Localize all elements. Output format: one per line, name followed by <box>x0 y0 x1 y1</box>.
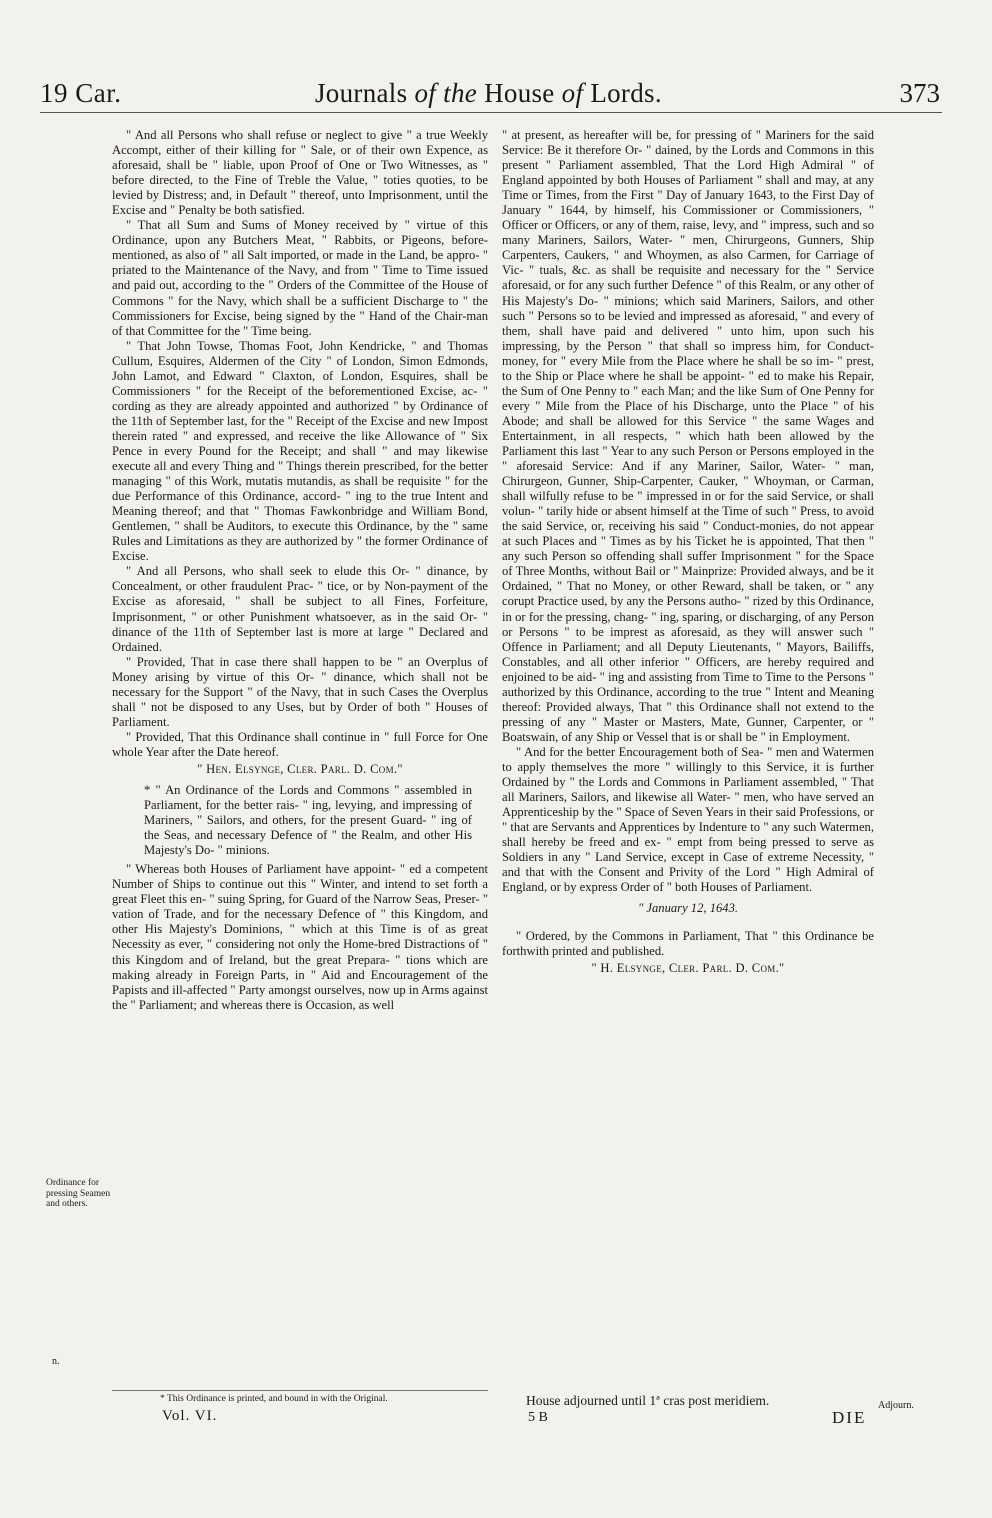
signature-mark: 5 B <box>528 1410 548 1425</box>
footnote: * This Ordinance is printed, and bound in with the Original. <box>160 1394 388 1404</box>
header-rule <box>40 112 942 113</box>
title-word: Journals <box>315 78 408 108</box>
title-word: House <box>484 78 555 108</box>
margin-note: Ordinance for pressing Seamen and others. <box>46 1178 111 1209</box>
title-word: the <box>443 78 478 108</box>
date-line: " January 12, 1643. <box>637 901 739 916</box>
paragraph: " Whereas both Houses of Parliament have appoint- " ed a competent Number of Ships to continue out this " Winter, and intend to set forth a great Fleet this en- " suing Spring, for Guard of the Narrow Seas, Preser- " vation of Trade, and for the necessary Defence of " this Kingdom, and other His Majesty's Dominions, " which at this Time is of as great Necessity as ever, " considering not only the Home-bred Distractions of " this Kingdom and of Ireland, but the great Prepara- " tions which are making already in Foreign Parts, in " Aid and Encouragement of the Papists and ill-affected " Party amongst ourselves, now up in Arms against the " Parliament; and whereas there is Occasion, as well <box>112 862 488 1012</box>
paragraph: " That all Sum and Sums of Money received by " virtue of this Ordinance, upon any Butchers Meat, " Rabbits, or Pigeons, before-mentioned, as also of " all Salt imported, or made in the Land, be appro- " priated to the Maintenance of the Navy, and from " Time to Time issued and paid out, according to the " Orders of the Committee of the House of Commons " for the Navy, which shall be a sufficient Discharge to " the Commissioners for Excise, being signed by the " Hand of the Chair-man of that Committee for the " Time being. <box>112 218 488 338</box>
clerk-signature: " H. Elsynge, Cler. Parl. D. Com." <box>591 961 785 976</box>
title-word: Lords. <box>590 78 662 108</box>
margin-mark: n. <box>52 1356 60 1367</box>
page-number: 373 <box>899 78 940 108</box>
right-column <box>502 128 874 979</box>
footnote-rule <box>112 1390 488 1391</box>
ordered-paragraph: " Ordered, by the Commons in Parliament, That " this Ordinance be forthwith printed and published. <box>502 929 874 959</box>
adjournment-line: House adjourned until 1ª cras post meridiem. <box>526 1393 770 1408</box>
title-word: of <box>414 78 437 108</box>
paragraph: " And for the better Encouragement both of Sea- " men and Watermen to apply themselves the more " willingly to this Service, it is further Ordained by " the Lords and Commons in Parliament assembled, " That all Mariners, Sailors, and likewise all Water- " men, who have served an Apprenticeship by the " Space of Seven Years in their said Professions, or " that are Servants and Apprentices by Indenture to " any such Watermen, shall hereby be freed and ex- " empt from being pressed to serve as Soldiers in any " Land Service, except in Case of extreme Necessity, " and that with the Consent and Privity of the Lord " High Admiral of England, or by express Order of " both Houses of Parliament. <box>502 744 874 895</box>
left-column <box>112 128 488 1013</box>
running-head-left: 19 Car. <box>40 78 122 108</box>
clerk-signature: " Hen. Elsynge, Cler. Parl. D. Com." <box>197 761 403 776</box>
paragraph: " Provided, That in case there shall happen to be " an Overplus of Money arising by virtue of this Or- " dinance, which shall not be necessary for the Support " of the Navy, that in such Cases the Overplus shall " not be disposed to any Uses, but by Order of both " Houses of Parliament. <box>112 654 488 729</box>
paragraph: " That John Towse, Thomas Foot, John Kendricke, " and Thomas Cullum, Esquires, Aldermen of the City " of London, Simon Edmonds, John Lamot, and Edward " Claxton, of London, Esquires, shall be Commissioners " for the Receipt of the beforementioned Excise, ac- " cording as they are already appointed and authorized " by Ordinance of the 11th of September last, for the " Receipt of the Excise and new Impost therein rated " and expressed, and receive the like Allowance of " Six Pence in every Pound for the Receipt; and shall " and may likewise execute all and every Thing and " Things therein prescribed, for the better managing " of this Work, mutatis mutandis, as shall be requisite " for the due Performance of this Ordinance, accord- " ing to the true Intent and Meaning thereof; and that " Thomas Fawkonbridge and William Bond, Gentlemen, " shall be Auditors, to execute this Ordinance, by the " same Rules and Limitations as they are authorized by " the former Ordinance of Excise. <box>112 338 488 564</box>
margin-note-adjourn: Adjourn. <box>878 1400 914 1411</box>
paragraph: " And all Persons who shall refuse or neglect to give " a true Weekly Accompt, either of their killing for " Sale, or of their own Expence, as aforesaid, shall be " liable, upon Proof of One or Two Witnesses, as " before directed, to the Fine of Treble the Value, " toties quoties, to be levied by Distress; and, in Default " thereof, unto Imprisonment, until the Excise and " Penalty be both satisfied. <box>112 128 488 218</box>
paragraph: " at present, as hereafter will be, for pressing of " Mariners for the said Service: Be it therefore Or- " dained, by the Lords and Commons in this present " Parliament assembled, That the Lord High Admiral " of England appointed by both Houses of Parliament " shall and may, at any Time or Times, from the First " Day of January 1643, to the First Day of January " 1644, by himself, his Commissioner or Commissioners, " Officer or Officers, or any of them, raise, levy, and " impress, such and so many Mariners, Sailors, Water- " men, Chirurgeons, Gunners, Ship Carpenters, Caukers, " and Whoymen, as also Carmen, for Carriage of Vic- " tuals, &c. as shall be requisite and necessary for the " Service aforesaid, or for any such further Defence " of this Realm, or any other of His Majesty's Do- " minions; which said Mariners, Sailors, and other such " Persons so to be levied and impressed as aforesaid, " and every of them, shall have paid and delivered " unto him, upon such his impressing, by the Person " that shall so impress him, for Conduct-money, for " every Mile from the Place where he shall be so im- " prest, to the Ship or Place where he shall be appoint- " ed to make his Repair, the Sum of One Penny to " each Man; and the like Sum of One Penny for every " Mile from the Place of his Discharge, unto the Place " of his Abode; and shall be allowed for this Service " the same Wages and Entertainment, in all respects, " which hath been allowed by the Parliament this last " Year to any such Person or Persons employed in the " aforesaid Service: And if any Mariner, Sailor, Water- " man, Chirurgeon, Gunner, Ship-Carpenter, Cauker, " Whoyman, or Carman, shall wilfully refuse to be " impressed in or for the said Service, or shall volun- " tarily hide or absent himself at the Time of such " Press, to avoid the said Service, or, receiving his said " Conduct-monies, do not appear at such Places and " Times as by his Ticket he is appointed, That then " any such Person so offending shall suffer Imprisonment " for the Space of Three Months, without Bail or " Mainprize: Provided always, and be it Ordained, " That no Money, or other Reward, shall be taken, or " any corupt Practice used, by any the Persons autho- " rized by this Ordinance, in or for the pressing, chang- " ing, sparing, or discharging, of any Person or Persons " to be imprest as aforesaid, as they will answer such " Offence in Parliament; and all Deputy Lieutenants, " Mayors, Bailiffs, Constables, and all other inferior " Officers, are hereby required and enjoined to be aid- " ing and assisting from Time to Time to the Persons " authorized by this Ordinance, according to the true " Intent and Meaning thereof: Provided always, That " this Ordinance shall not extend to the pressing of any " Master or Masters, Mate, Gunner, Carpenter, or " Boatswain, of any Ship or Vessel that is or shall be " in Employment. <box>502 128 874 744</box>
ordinance-title: * " An Ordinance of the Lords and Commons " assembled in Parliament, for the better rais- " ing, levying, and impressing of Mariners, " Sailors, and others, for the present Guard- " ing of the Seas, and necessary Defence of " the Realm, and other His Majesty's Do- " minions. <box>144 783 472 858</box>
running-head-title <box>315 78 662 109</box>
catchword: DIE <box>832 1408 867 1427</box>
paragraph: " Provided, That this Ordinance shall continue in " full Force for One whole Year after the Date hereof. <box>112 729 488 759</box>
volume-mark: Vol. VI. <box>162 1408 218 1424</box>
paragraph: " And all Persons, who shall seek to elude this Or- " dinance, by Concealment, or other fraudulent Prac- " tice, or by Non-payment of the Excise as aforesaid, " shall be subject to all Fines, Forfeiture, Imprisonment, " or other Punishment whatsoever, as in the said Or- " dinance of the 11th of September last is more at large " Declared and Ordained. <box>112 564 488 654</box>
title-word: of <box>561 78 584 108</box>
